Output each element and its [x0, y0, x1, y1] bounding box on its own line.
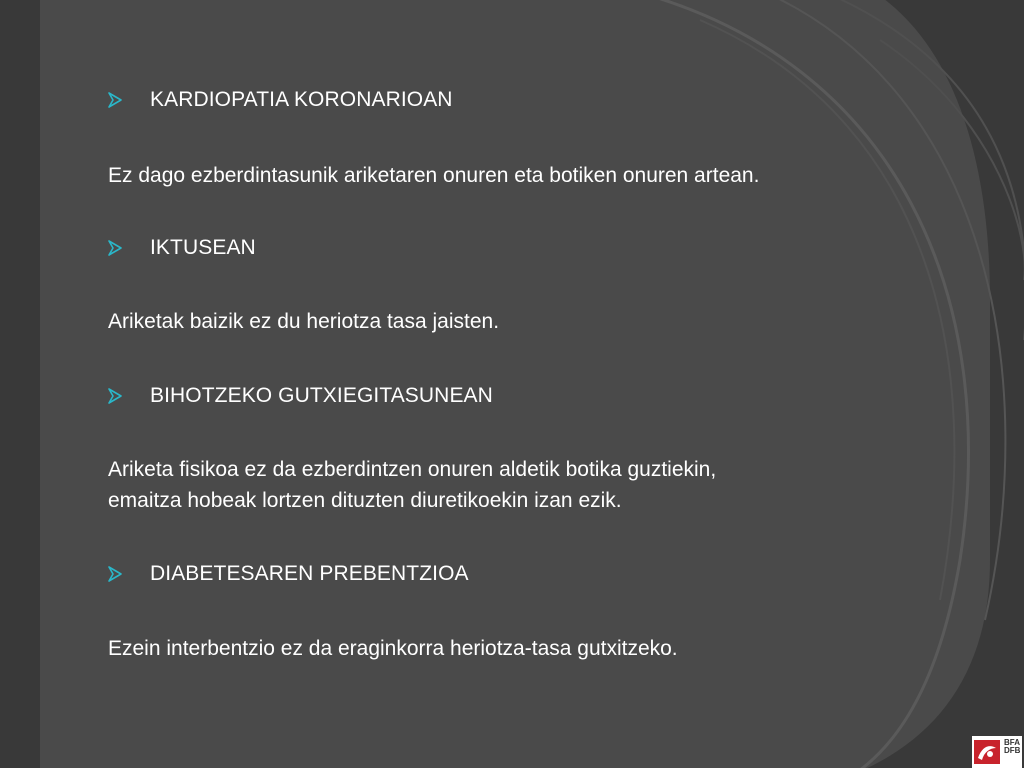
chevron-arrow-bullet-icon [108, 566, 122, 582]
bullet-item-4 [108, 558, 948, 590]
paragraph-line: Ezein interbentzio ez da eraginkorra heriotza-tasa gutxitzeko. [108, 637, 678, 660]
bfa-dfb-logo [972, 736, 1022, 768]
paragraph-1 [108, 160, 948, 191]
logo-line-2: DFB [1004, 746, 1021, 755]
logo-line-1: BFA [1004, 738, 1020, 747]
paragraph-line: Ez dago ezberdintasunik ariketaren onuren eta botiken onuren artean. [108, 164, 760, 187]
paragraph-line: emaitza hobeak lortzen dituzten diuretikoekin izan ezik. [108, 489, 622, 512]
bizkaia-logo-icon [972, 736, 1004, 768]
chevron-arrow-bullet-icon [108, 92, 122, 108]
logo-text [1004, 739, 1020, 755]
paragraph-3 [108, 454, 948, 516]
bullet-heading: DIABETESAREN PREBENTZIOA [150, 562, 469, 585]
paragraph-line: Ariketa fisikoa ez da ezberdintzen onuren aldetik botika guztiekin, [108, 458, 717, 481]
bullet-item-3 [108, 380, 948, 412]
chevron-arrow-bullet-icon [108, 388, 122, 404]
paragraph-4 [108, 633, 948, 664]
bullet-item-1 [108, 84, 948, 116]
bullet-heading: BIHOTZEKO GUTXIEGITASUNEAN [150, 384, 493, 407]
paragraph-line: Ariketak baizik ez du heriotza tasa jaisten. [108, 310, 500, 333]
paragraph-2 [108, 306, 948, 337]
bullet-heading: IKTUSEAN [150, 236, 256, 259]
chevron-arrow-bullet-icon [108, 240, 122, 256]
bullet-item-2 [108, 232, 948, 264]
bullet-heading: KARDIOPATIA KORONARIOAN [150, 88, 453, 111]
